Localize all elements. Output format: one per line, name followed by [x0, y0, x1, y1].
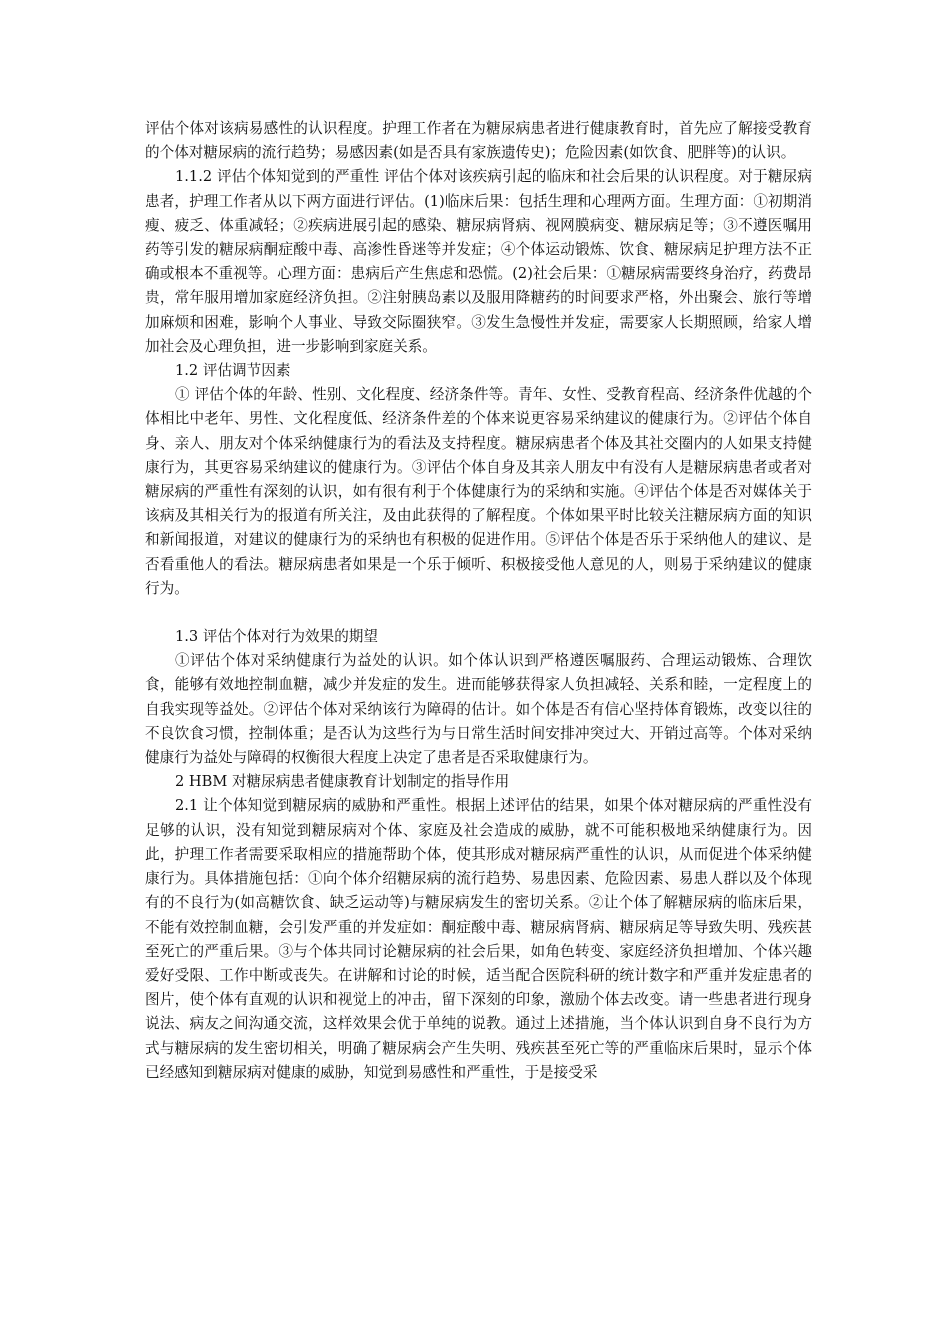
- document-body: [145, 117, 812, 1085]
- paragraph-susceptibility-continued: 评估个体对该病易感性的认识程度。护理工作者在为糖尿病患者进行健康教育时，首先应了解接受教育的个体对糖尿病的流行趋势；易感因素(如是否具有家族遗传史)；危险因素(如饮食、肥胖等)的认识。: [145, 120, 812, 162]
- section-heading-1-2: 1.2 评估调节因素: [175, 362, 291, 380]
- paragraph-modifying-factors: ① 评估个体的年龄、性别、文化程度、经济条件等。青年、女性、受教育程高、经济条件优越的个体相比中老年、男性、文化程度低、经济条件差的个体来说更容易采纳建议的健康行为。②评估个体自身、亲人、朋友对个体采纳健康行为的看法及支持程度。糖尿病患者个体及其社交圈内的人如果支持健康行为，其更容易采纳建议的健康行为。③评估个体自身及其亲人朋友中有没有人是糖尿病患者或者对糖尿病的严重性有深刻的认识，如有很有利于个体健康行为的采纳和实施。④评估个体是否对媒体关于该病及其相关行为的报道有所关注，及由此获得的了解程度。个体如果平时比较关注糖尿病方面的知识和新闻报道，对建议的健康行为的采纳也有积极的促进作用。⑤评估个体是否乐于采纳他人的建议、是否看重他人的看法。糖尿病患者如果是一个乐于倾听、积极接受他人意见的人，则易于采纳建议的健康行为。: [145, 386, 812, 597]
- paragraph-perceived-severity: 1.1.2 评估个体知觉到的严重性 评估个体对该疾病引起的临床和社会后果的认识程度。对于糖尿病患者，护理工作者从以下两方面进行评估。(1)临床后果：包括生理和心理两方面。生理方面：①初期消瘦、疲乏、体重减轻；②疾病进展引起的感染、糖尿病肾病、视网膜病变、糖尿病足等；③不遵医嘱用药等引发的糖尿病酮症酸中毒、高渗性昏迷等并发症；④个体运动锻炼、饮食、糖尿病足护理方法不正确或根本不重视等。心理方面：患病后产生焦虑和恐慌。(2)社会后果：①糖尿病需要终身治疗，药费昂贵，常年服用增加家庭经济负担。②注射胰岛素以及服用降糖药的时间要求严格，外出聚会、旅行等增加麻烦和困难，影响个人事业、导致交际圈狭窄。③发生急慢性并发症，需要家人长期照顾，给家人增加社会及心理负担，进一步影响到家庭关系。: [145, 168, 812, 355]
- paragraph-outcome-expectations: ①评估个体对采纳健康行为益处的认识。如个体认识到严格遵医嘱服药、合理运动锻炼、合理饮食，能够有效地控制血糖，减少并发症的发生。进而能够获得家人负担减轻、关系和睦，一定程度上的自我实现等益处。②评估个体对采纳该行为障碍的估计。如个体是否有信心坚持体育锻炼，改变以往的不良饮食习惯，控制体重；是否认为这些行为与日常生活时间安排冲突过大、开销过高等。个体对采纳健康行为益处与障碍的权衡很大程度上决定了患者是否采取健康行为。: [145, 652, 812, 767]
- section-heading-1-3: 1.3 评估个体对行为效果的期望: [175, 628, 378, 646]
- section-heading-2: 2 HBM 对糖尿病患者健康教育计划制定的指导作用: [175, 773, 510, 791]
- blank-line: [145, 601, 812, 625]
- paragraph-threat-and-severity: 2.1 让个体知觉到糖尿病的威胁和严重性。根据上述评估的结果，如果个体对糖尿病的严重性没有足够的认识，没有知觉到糖尿病对个体、家庭及社会造成的威胁，就不可能积极地采纳健康行为。因此，护理工作者需要采取相应的措施帮助个体，使其形成对糖尿病严重性的认识，从而促进个体采纳健康行为。具体措施包括：①向个体介绍糖尿病的流行趋势、易患因素、危险因素、易患人群以及个体现有的不良行为(如高糖饮食、缺乏运动等)与糖尿病发生的密切关系。②让个体了解糖尿病的临床后果，不能有效控制血糖，会引发严重的并发症如：酮症酸中毒、糖尿病肾病、糖尿病足等导致失明、残疾甚至死亡的严重后果。③与个体共同讨论糖尿病的社会后果，如角色转变、家庭经济负担增加、个体兴趣爱好受限、工作中断或丧失。在讲解和讨论的时候，适当配合医院科研的统计数字和严重并发症患者的图片，使个体有直观的认识和视觉上的冲击，留下深刻的印象，激励个体去改变。请一些患者进行现身说法、病友之间沟通交流，这样效果会优于单纯的说教。通过上述措施，当个体认识到自身不良行为方式与糖尿病的发生密切相关，明确了糖尿病会产生失明、残疾甚至死亡等的严重临床后果时，显示个体已经感知到糖尿病对健康的威胁，知觉到易感性和严重性，于是接受采: [145, 797, 812, 1081]
